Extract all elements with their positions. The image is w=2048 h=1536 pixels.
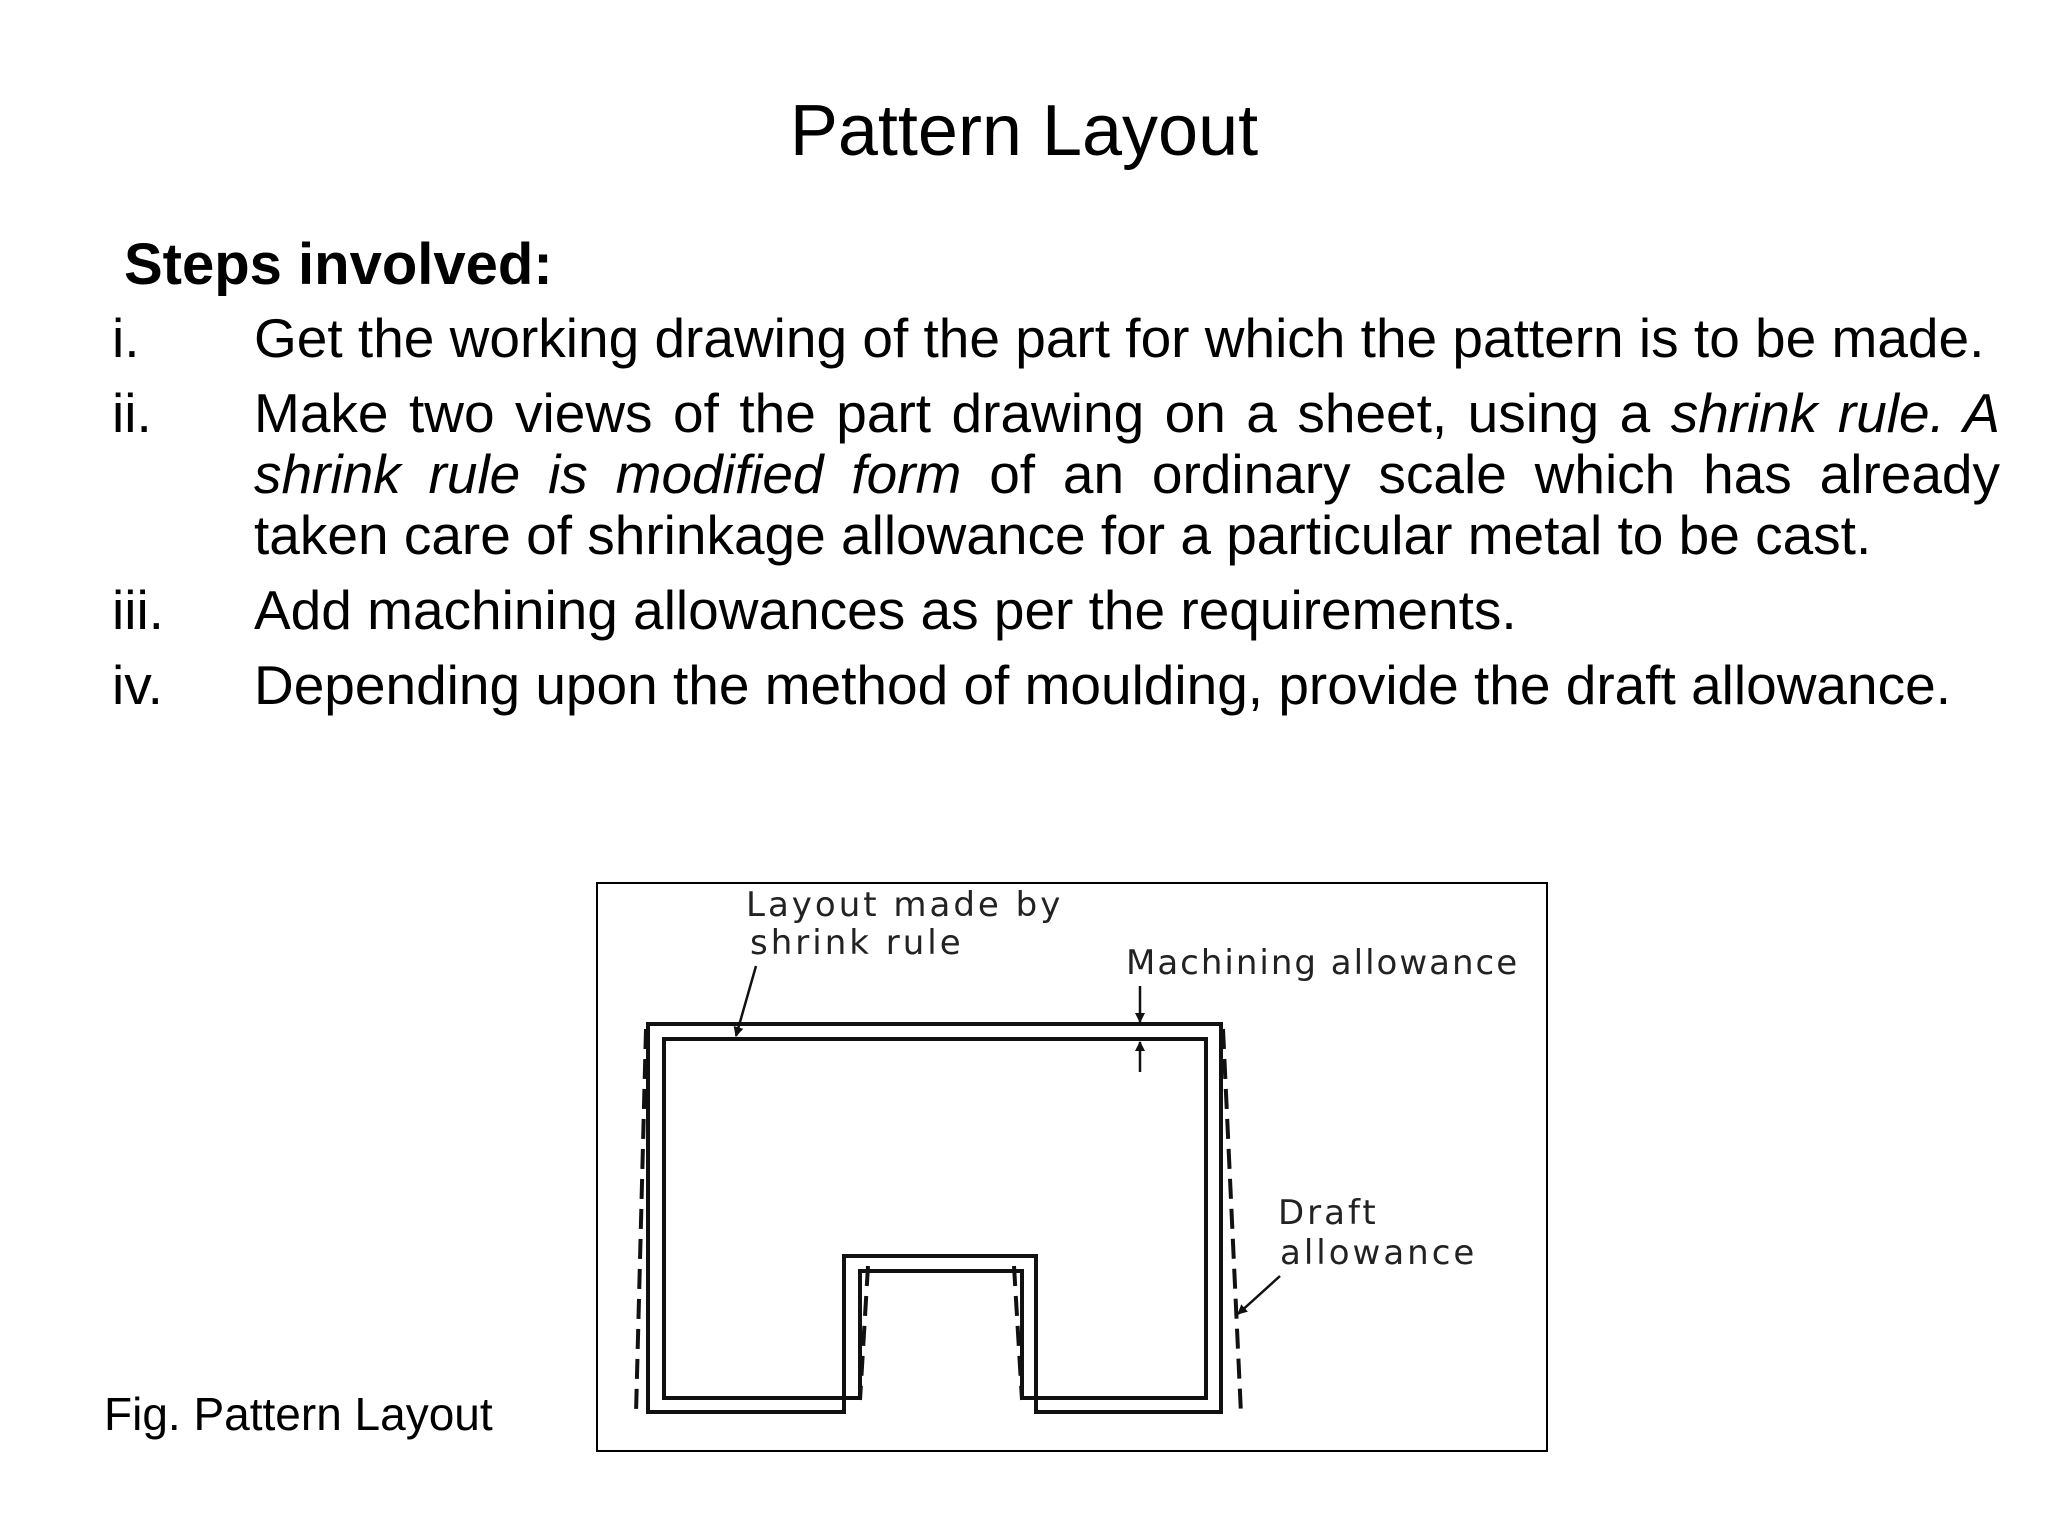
figure-caption: Fig. Pattern Layout <box>104 1388 493 1440</box>
steps-heading: Steps involved: <box>124 232 553 297</box>
slide-title: Pattern Layout <box>789 91 1259 171</box>
label-draft-line1: Draft <box>1278 1193 1379 1233</box>
step-item-4 <box>112 655 2000 716</box>
draft-line-right <box>1223 1029 1241 1414</box>
step-text: Make two views of the part drawing on a sheet, using a <box>254 382 1671 444</box>
step-text: Get the working drawing of the part for which the pattern is to be made. <box>254 307 1985 369</box>
pattern-layout-figure <box>596 882 1548 1452</box>
label-machining: Machining allowance <box>1126 943 1520 983</box>
steps-list <box>112 308 2000 730</box>
label-draft-line2: allowance <box>1280 1233 1478 1273</box>
draft-leader-arrow <box>1238 1276 1280 1314</box>
step-number: iii. <box>112 579 164 641</box>
label-layout-line1: Layout made by <box>746 885 1064 925</box>
pattern-layout-diagram <box>598 884 1550 1454</box>
draft-line-left <box>636 1029 646 1414</box>
step-text: Depending upon the method of moulding, provide the draft allowance. <box>254 654 1951 716</box>
step-number: i. <box>112 307 140 369</box>
step-text: Add machining allowances as per the requirements. <box>254 579 1517 641</box>
step-item-1 <box>112 308 2000 369</box>
step-text-italic: shrink rule. A shrink rule is modified form <box>254 382 2000 505</box>
step-text-continued: of an ordinary scale which has already taken care of shrinkage allowance for a particular metal to be cast. <box>254 443 2000 566</box>
label-layout-line2: shrink rule <box>750 923 964 963</box>
step-item-3 <box>112 580 2000 641</box>
shrink-rule-outline <box>664 1039 1206 1398</box>
step-number: ii. <box>112 382 152 444</box>
step-item-2 <box>112 383 2000 566</box>
machining-outline <box>648 1024 1221 1412</box>
step-number: iv. <box>112 654 163 716</box>
